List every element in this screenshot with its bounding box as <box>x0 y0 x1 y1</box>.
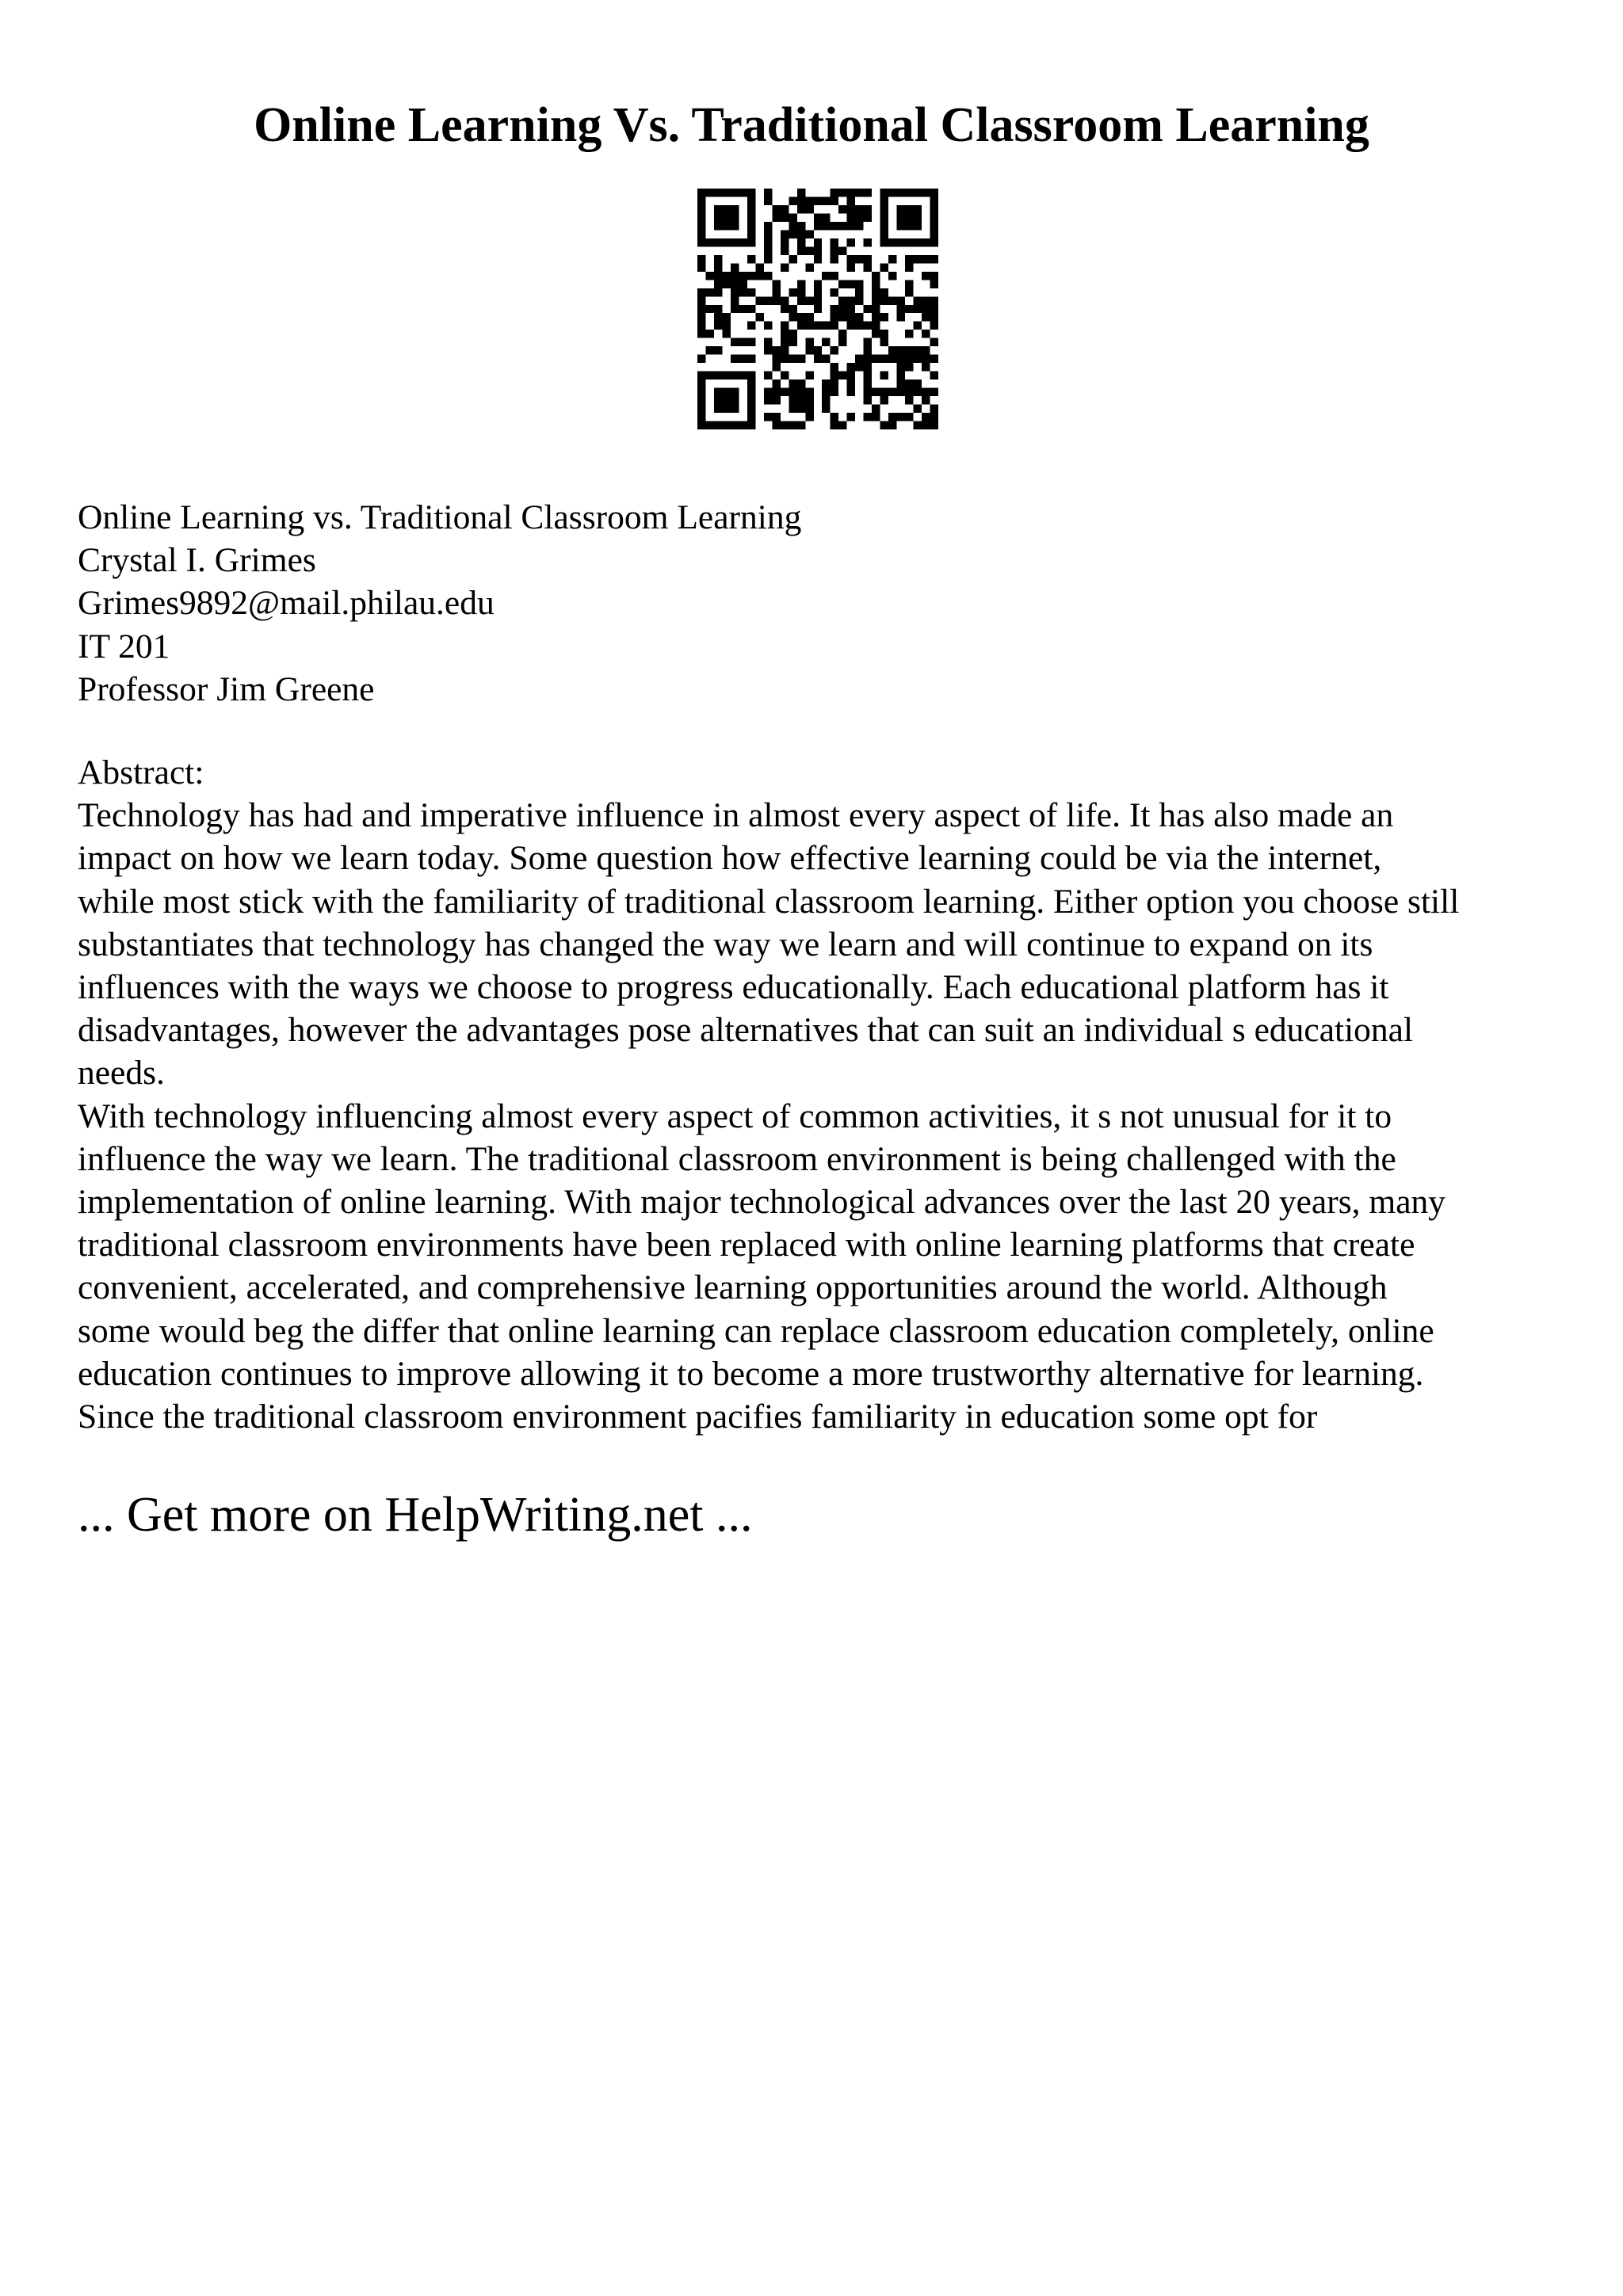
body-text-line: Since the traditional classroom environment pacifies familiarity in education some opt for <box>78 1398 1318 1436</box>
abstract-section <box>78 751 1568 1438</box>
abstract-text-line: influences with the ways we choose to progress educationally. Each educational platform has it <box>78 968 1389 1007</box>
header-info <box>78 496 1568 711</box>
author-name: Crystal I. Grimes <box>78 541 316 580</box>
body-text-line: With technology influencing almost every aspect of common activities, it s not unusual for it to <box>78 1097 1392 1135</box>
abstract-text-line: Technology has had and imperative influence in almost every aspect of life. It has also made an <box>78 796 1394 835</box>
document-title: Online Learning Vs. Traditional Classroom Learning <box>254 98 1369 152</box>
body-text-line: education continues to improve allowing it to become a more trustworthy alternative for learning. <box>78 1354 1424 1393</box>
abstract-heading: Abstract: <box>78 753 204 791</box>
abstract-text-line: while most stick with the familiarity of traditional classroom learning. Either option you choose still <box>78 882 1460 921</box>
course-code: IT 201 <box>78 627 170 666</box>
author-email: Grimes9892@mail.philau.edu <box>78 584 495 623</box>
body-text-line: traditional classroom environments have been replaced with online learning platforms that create <box>78 1226 1415 1264</box>
body-text-line: some would beg the differ that online learning can replace classroom education completely, online <box>78 1311 1434 1350</box>
abstract-text-line: substantiates that technology has changed the way we learn and will continue to expand on its <box>78 925 1373 963</box>
get-more-link[interactable]: ... Get more on HelpWriting.net ... <box>78 1488 753 1542</box>
abstract-text-line: disadvantages, however the advantages pose alternatives that can suit an individual s educational <box>78 1011 1414 1050</box>
paper-title-line: Online Learning vs. Traditional Classroom Learning <box>78 498 802 536</box>
abstract-text-line: impact on how we learn today. Some question how effective learning could be via the internet, <box>78 839 1382 878</box>
body-text-line: convenient, accelerated, and comprehensive learning opportunities around the world. Although <box>78 1268 1388 1307</box>
abstract-text-line: needs. <box>78 1054 165 1093</box>
qr-code-icon <box>697 189 938 429</box>
body-text-line: influence the way we learn. The traditional classroom environment is being challenged with the <box>78 1139 1396 1178</box>
body-text-line: implementation of online learning. With major technological advances over the last 20 years, many <box>78 1183 1446 1222</box>
professor-name: Professor Jim Greene <box>78 669 375 708</box>
